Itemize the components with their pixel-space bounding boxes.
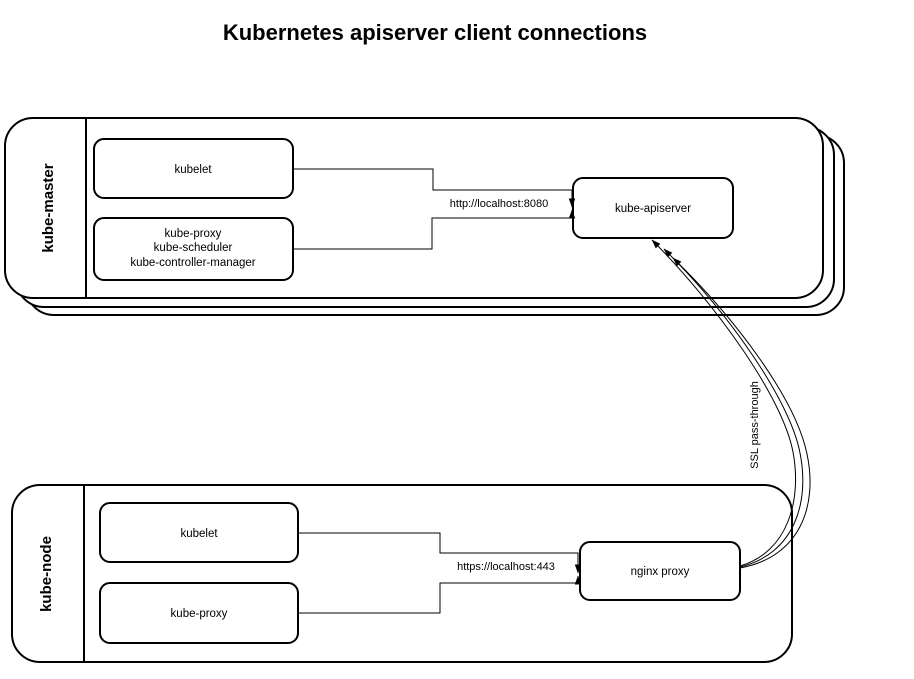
kube-node-label: kube-node bbox=[38, 536, 55, 612]
master-edge-label: http://localhost:8080 bbox=[449, 198, 549, 210]
node-nginx-label: nginx proxy bbox=[630, 566, 690, 578]
master-services-line-3: kube-controller-manager bbox=[130, 257, 256, 269]
node-kubelet-label: kubelet bbox=[180, 528, 218, 540]
kube-master-group bbox=[5, 118, 844, 315]
master-services-line-2: kube-scheduler bbox=[153, 242, 233, 254]
node-edge-label: https://localhost:443 bbox=[457, 561, 555, 573]
diagram-title: Kubernetes apiserver client connections bbox=[222, 20, 648, 45]
master-apiserver-label: kube-apiserver bbox=[614, 203, 692, 215]
node-kube-proxy-label: kube-proxy bbox=[170, 608, 228, 620]
master-services-line-1: kube-proxy bbox=[164, 228, 222, 240]
kube-master-label: kube-master bbox=[40, 163, 57, 253]
ssl-pass-through-label: SSL pass-through bbox=[749, 381, 761, 469]
kube-node-group bbox=[12, 485, 792, 662]
master-kubelet-label: kubelet bbox=[174, 164, 212, 176]
